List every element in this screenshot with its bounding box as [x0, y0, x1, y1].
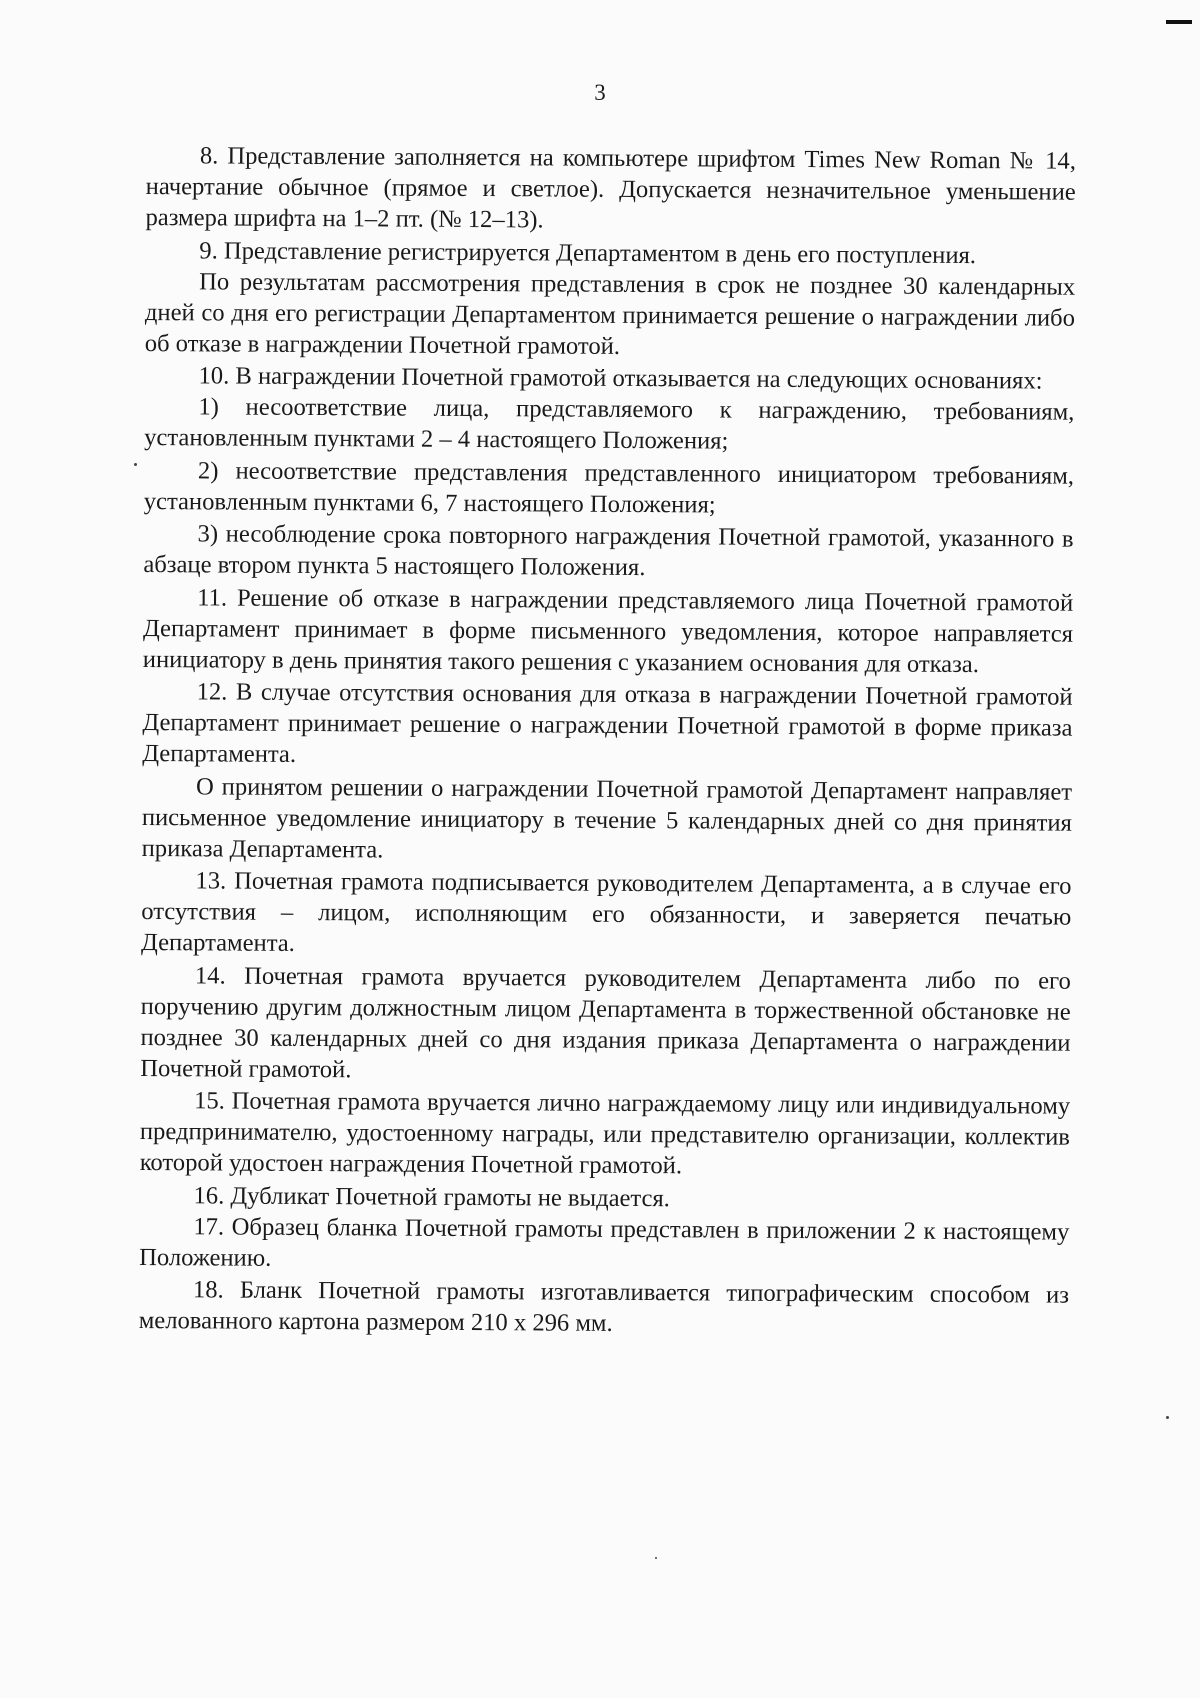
paragraph-10: 10. В награждении Почетной грамотой отказывается на следующих основаниях:	[198, 362, 1043, 395]
page-number: 3	[594, 80, 606, 105]
paragraph-10-item-2: 2) несоответствие представления представленного инициатором требованиям, установленным пунктами 6, 7 настоящего Положения;	[143, 456, 1075, 518]
paragraph-18: 18. Бланк Почетной грамоты изготавливается типографическим способом из мелованного картона размером 210 х 296 мм.	[138, 1276, 1070, 1337]
paragraph-10-item-3: 3) несоблюдение срока повторного награждения Почетной грамотой, указанного в абзаце втором пункта 5 настоящего Положения.	[143, 520, 1074, 582]
paragraph-11: 11. Решение об отказе в награждении представляемого лица Почетной грамотой Департамент принимает в форме письменного уведомления, которое направляется инициатору в день принятия такого решения с указанием основания для отказа.	[142, 583, 1074, 678]
paragraph-10-item-1: 1) несоответствие лица, представляемого к награждению, требованиям, установленным пунктами 2 – 4 настоящего Положения;	[144, 393, 1075, 455]
scan-speck	[134, 463, 137, 466]
paragraph-16: 16. Дубликат Почетной грамоты не выдается.	[193, 1181, 670, 1212]
scan-speck	[1166, 1416, 1169, 1419]
paragraph-12: 12. В случае отсутствия основания для отказа в награждении Почетной грамотой Департамент принимает решение о награждении Почетной грамотой в форме приказа Департамента.	[142, 678, 1073, 768]
scan-corner-mark	[1166, 20, 1192, 24]
paragraph-17: 17. Образец бланка Почетной грамоты представлен в приложении 2 к настоящему Положению.	[139, 1212, 1070, 1272]
paragraph-9-continued: По результатам рассмотрения представления в срок не позднее 30 календарных дней со дня его регистрации Департаментом принимается решение о награждении либо об отказе в награждении Почетной грамотой.	[144, 267, 1076, 360]
scan-speck	[655, 1557, 657, 1559]
paragraph-9: 9. Представление регистрируется Департаментом в день его поступления.	[199, 236, 977, 269]
document-body	[139, 140, 1076, 1343]
paragraph-13: 13. Почетная грамота подписывается руководителем Департамента, а в случае его отсутствия – лицом, исполняющим его обязанности, и заверяется печатью Департамента.	[141, 867, 1072, 957]
paragraph-12-continued: О принятом решении о награждении Почетной грамотой Департамент направляет письменное уведомление инициатору в течение 5 календарных дней со дня принятия приказа Департамента.	[141, 772, 1073, 863]
paragraph-15: 15. Почетная грамота вручается лично награждаемому лицу или индивидуальному предпринимателю, удостоенному награды, или представителю организации, коллектив которой удостоен награждения Почетной грамотой.	[139, 1087, 1071, 1180]
paragraph-14: 14. Почетная грамота вручается руководителем Департамента либо по его поручению другим должностным лицом Департамента в торжественной обстановке не позднее 30 календарных дней со дня издания приказа Департамента о награждении Почетной грамотой.	[140, 961, 1071, 1083]
paragraph-8: 8. Представление заполняется на компьютере шрифтом Times New Roman № 14, начертание обычное (прямое и светлое). Допускается незначительное уменьшение размера шрифта на 1–2 пт. (№ 12–13).	[145, 142, 1076, 234]
